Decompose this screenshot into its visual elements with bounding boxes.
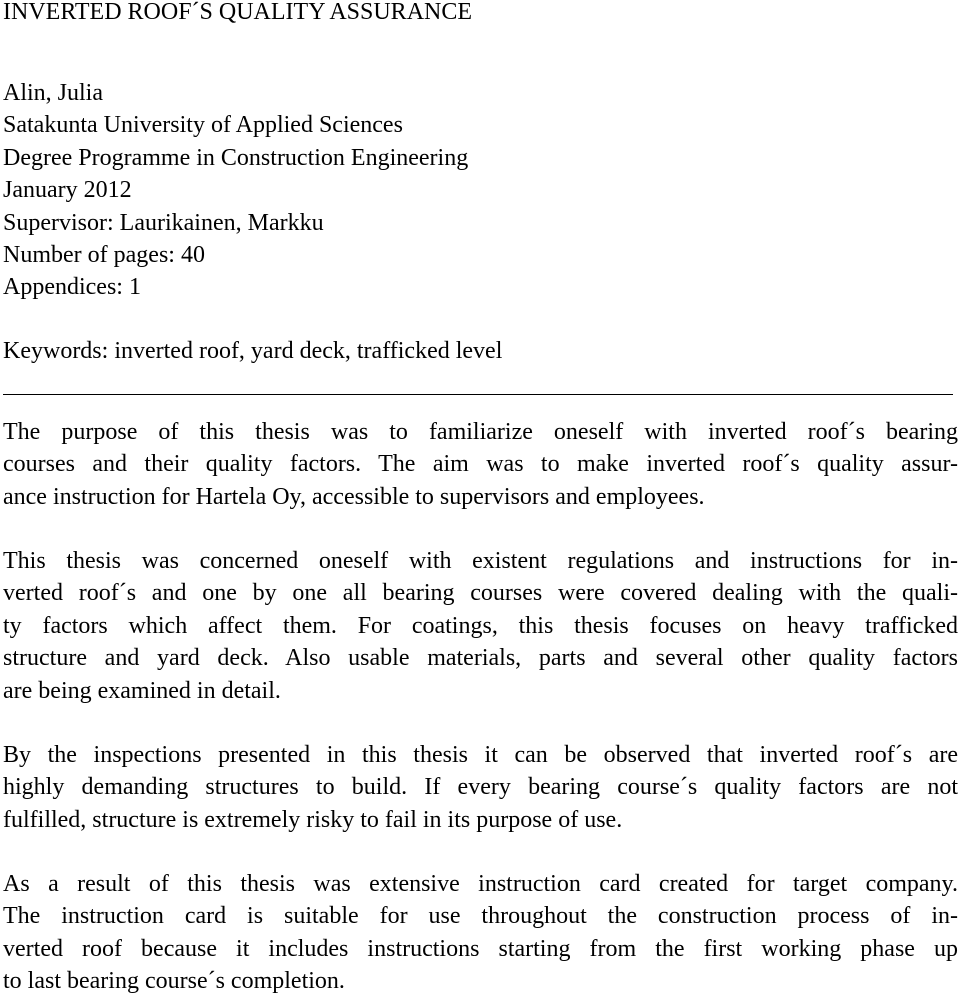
text-line: are being examined in detail.: [3, 677, 281, 704]
institution: Satakunta University of Applied Sciences: [3, 112, 403, 139]
text-line: highly demanding structures to build. If every bearing course´s quality factors are not: [3, 774, 958, 801]
text-line: structure and yard deck. Also usable materials, parts and several other quality factors: [3, 645, 958, 672]
text-line: verted roof because it includes instructions starting from the first working phase up: [3, 935, 958, 962]
text-line: The instruction card is suitable for use throughout the construction process of in-: [3, 903, 958, 930]
text-line: ance instruction for Hartela Oy, accessible to supervisors and employees.: [3, 483, 705, 510]
text-line: to last bearing course´s completion.: [3, 968, 345, 995]
abstract-paragraph-4: [3, 868, 958, 998]
date: January 2012: [3, 177, 132, 204]
keywords: Keywords: inverted roof, yard deck, trafficked level: [3, 338, 503, 364]
supervisor: Supervisor: Laurikainen, Markku: [3, 209, 324, 236]
text-line: fulfilled, structure is extremely risky to fail in its purpose of use.: [3, 806, 623, 833]
abstract-paragraph-2: [3, 545, 958, 707]
text-line: courses and their quality factors. The aim was to make inverted roof´s quality assur-: [3, 451, 958, 478]
author: Alin, Julia: [3, 80, 103, 106]
abstract-paragraph-1: [3, 416, 958, 513]
text-line: verted roof´s and one by one all bearing courses were covered dealing with the quali-: [3, 580, 958, 607]
metadata-block: [3, 77, 468, 304]
text-line: By the inspections presented in this thesis it can be observed that inverted roof´s are: [3, 742, 958, 768]
text-line: The purpose of this thesis was to familiarize oneself with inverted roof´s bearing: [3, 419, 958, 445]
abstract-paragraph-3: [3, 739, 958, 836]
page-count: Number of pages: 40: [3, 241, 205, 268]
text-line: ty factors which affect them. For coatings, this thesis focuses on heavy trafficked: [3, 612, 958, 639]
document-title: INVERTED ROOF´S QUALITY ASSURANCE: [3, 0, 473, 25]
horizontal-rule: [3, 394, 953, 395]
text-line: As a result of this thesis was extensive instruction card created for target company.: [3, 871, 958, 897]
degree-programme: Degree Programme in Construction Engineering: [3, 144, 469, 171]
text-line: This thesis was concerned oneself with existent regulations and instructions for in-: [3, 548, 958, 574]
appendices: Appendices: 1: [3, 274, 141, 301]
